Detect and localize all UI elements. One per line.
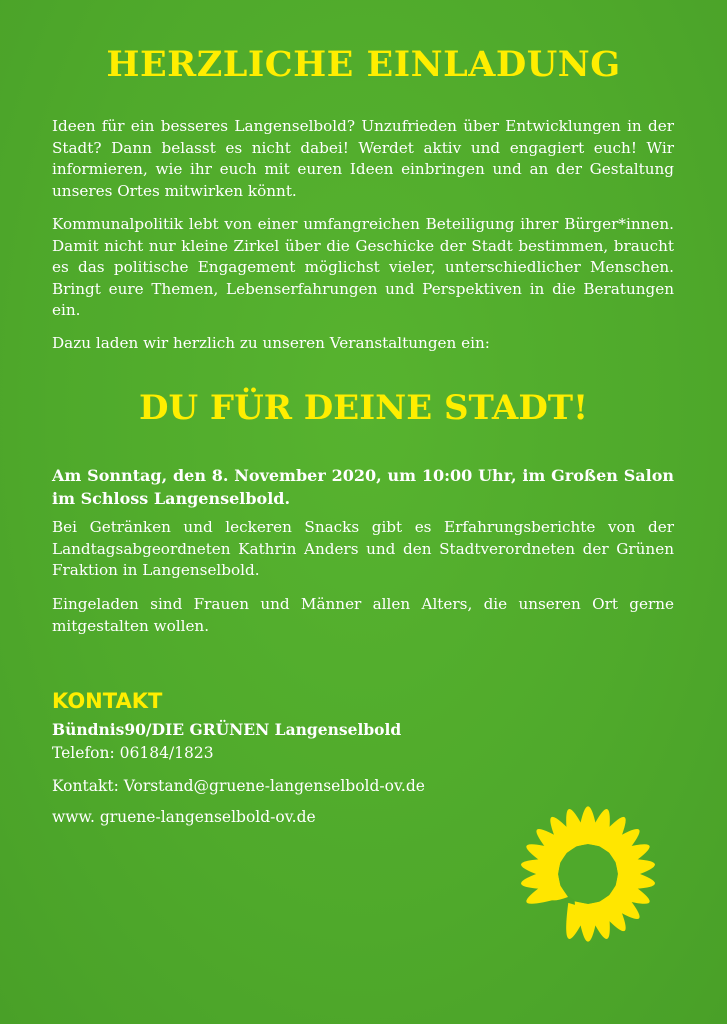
contact-phone: Telefon: 06184/1823: [52, 744, 214, 762]
page-title: HERZLICHE EINLADUNG: [106, 44, 621, 85]
contact-email[interactable]: Kontakt: Vorstand@gruene-langenselbold-ov.de: [52, 777, 425, 795]
event-title: DU FÜR DEINE STADT!: [138, 388, 589, 428]
intro-paragraph-1: Ideen für ein besseres Langenselbold? Unzufrieden über Entwicklungen in der Stadt? Dann belasst es nicht dabei! Werdet aktiv und engagiert euch! Wir informieren, wie ihr euch mit euren Ideen einbringen und an der Gestaltung unseres Ortes mitwirken könnt.: [52, 117, 674, 200]
event-date-location: Am Sonntag, den 8. November 2020, um 10:00 Uhr, im Großen Salon im Schloss Langenselbold.: [52, 466, 674, 508]
contact-website[interactable]: www. gruene-langenselbold-ov.de: [52, 808, 316, 826]
intro-paragraph-2: Kommunalpolitik lebt von einer umfangreichen Beteiligung ihrer Bürger*innen. Damit nicht nur kleine Zirkel über die Geschicke der Stadt bestimmen, braucht es das politische Engagement möglichst vieler, unterschiedlicher Menschen. Bringt eure Themen, Lebenserfahrungen und Perspektiven in die Beratungen ein.: [52, 215, 674, 319]
contact-organization: Bündnis90/DIE GRÜNEN Langenselbold: [52, 720, 402, 739]
details-paragraph-2: Eingeladen sind Frauen und Männer allen Alters, die unseren Ort gerne mitgestalten wollen.: [52, 595, 674, 635]
details-paragraph-1: Bei Getränken und leckeren Snacks gibt es Erfahrungsberichte von der Landtagsabgeordneten Kathrin Anders und den Stadtverordneten der Grünen Fraktion in Langenselbold.: [52, 518, 674, 579]
intro-paragraph-3: Dazu laden wir herzlich zu unseren Veranstaltungen ein:: [52, 334, 490, 352]
sunflower-icon: [490, 776, 686, 972]
contact-heading: KONTAKT: [52, 689, 163, 713]
